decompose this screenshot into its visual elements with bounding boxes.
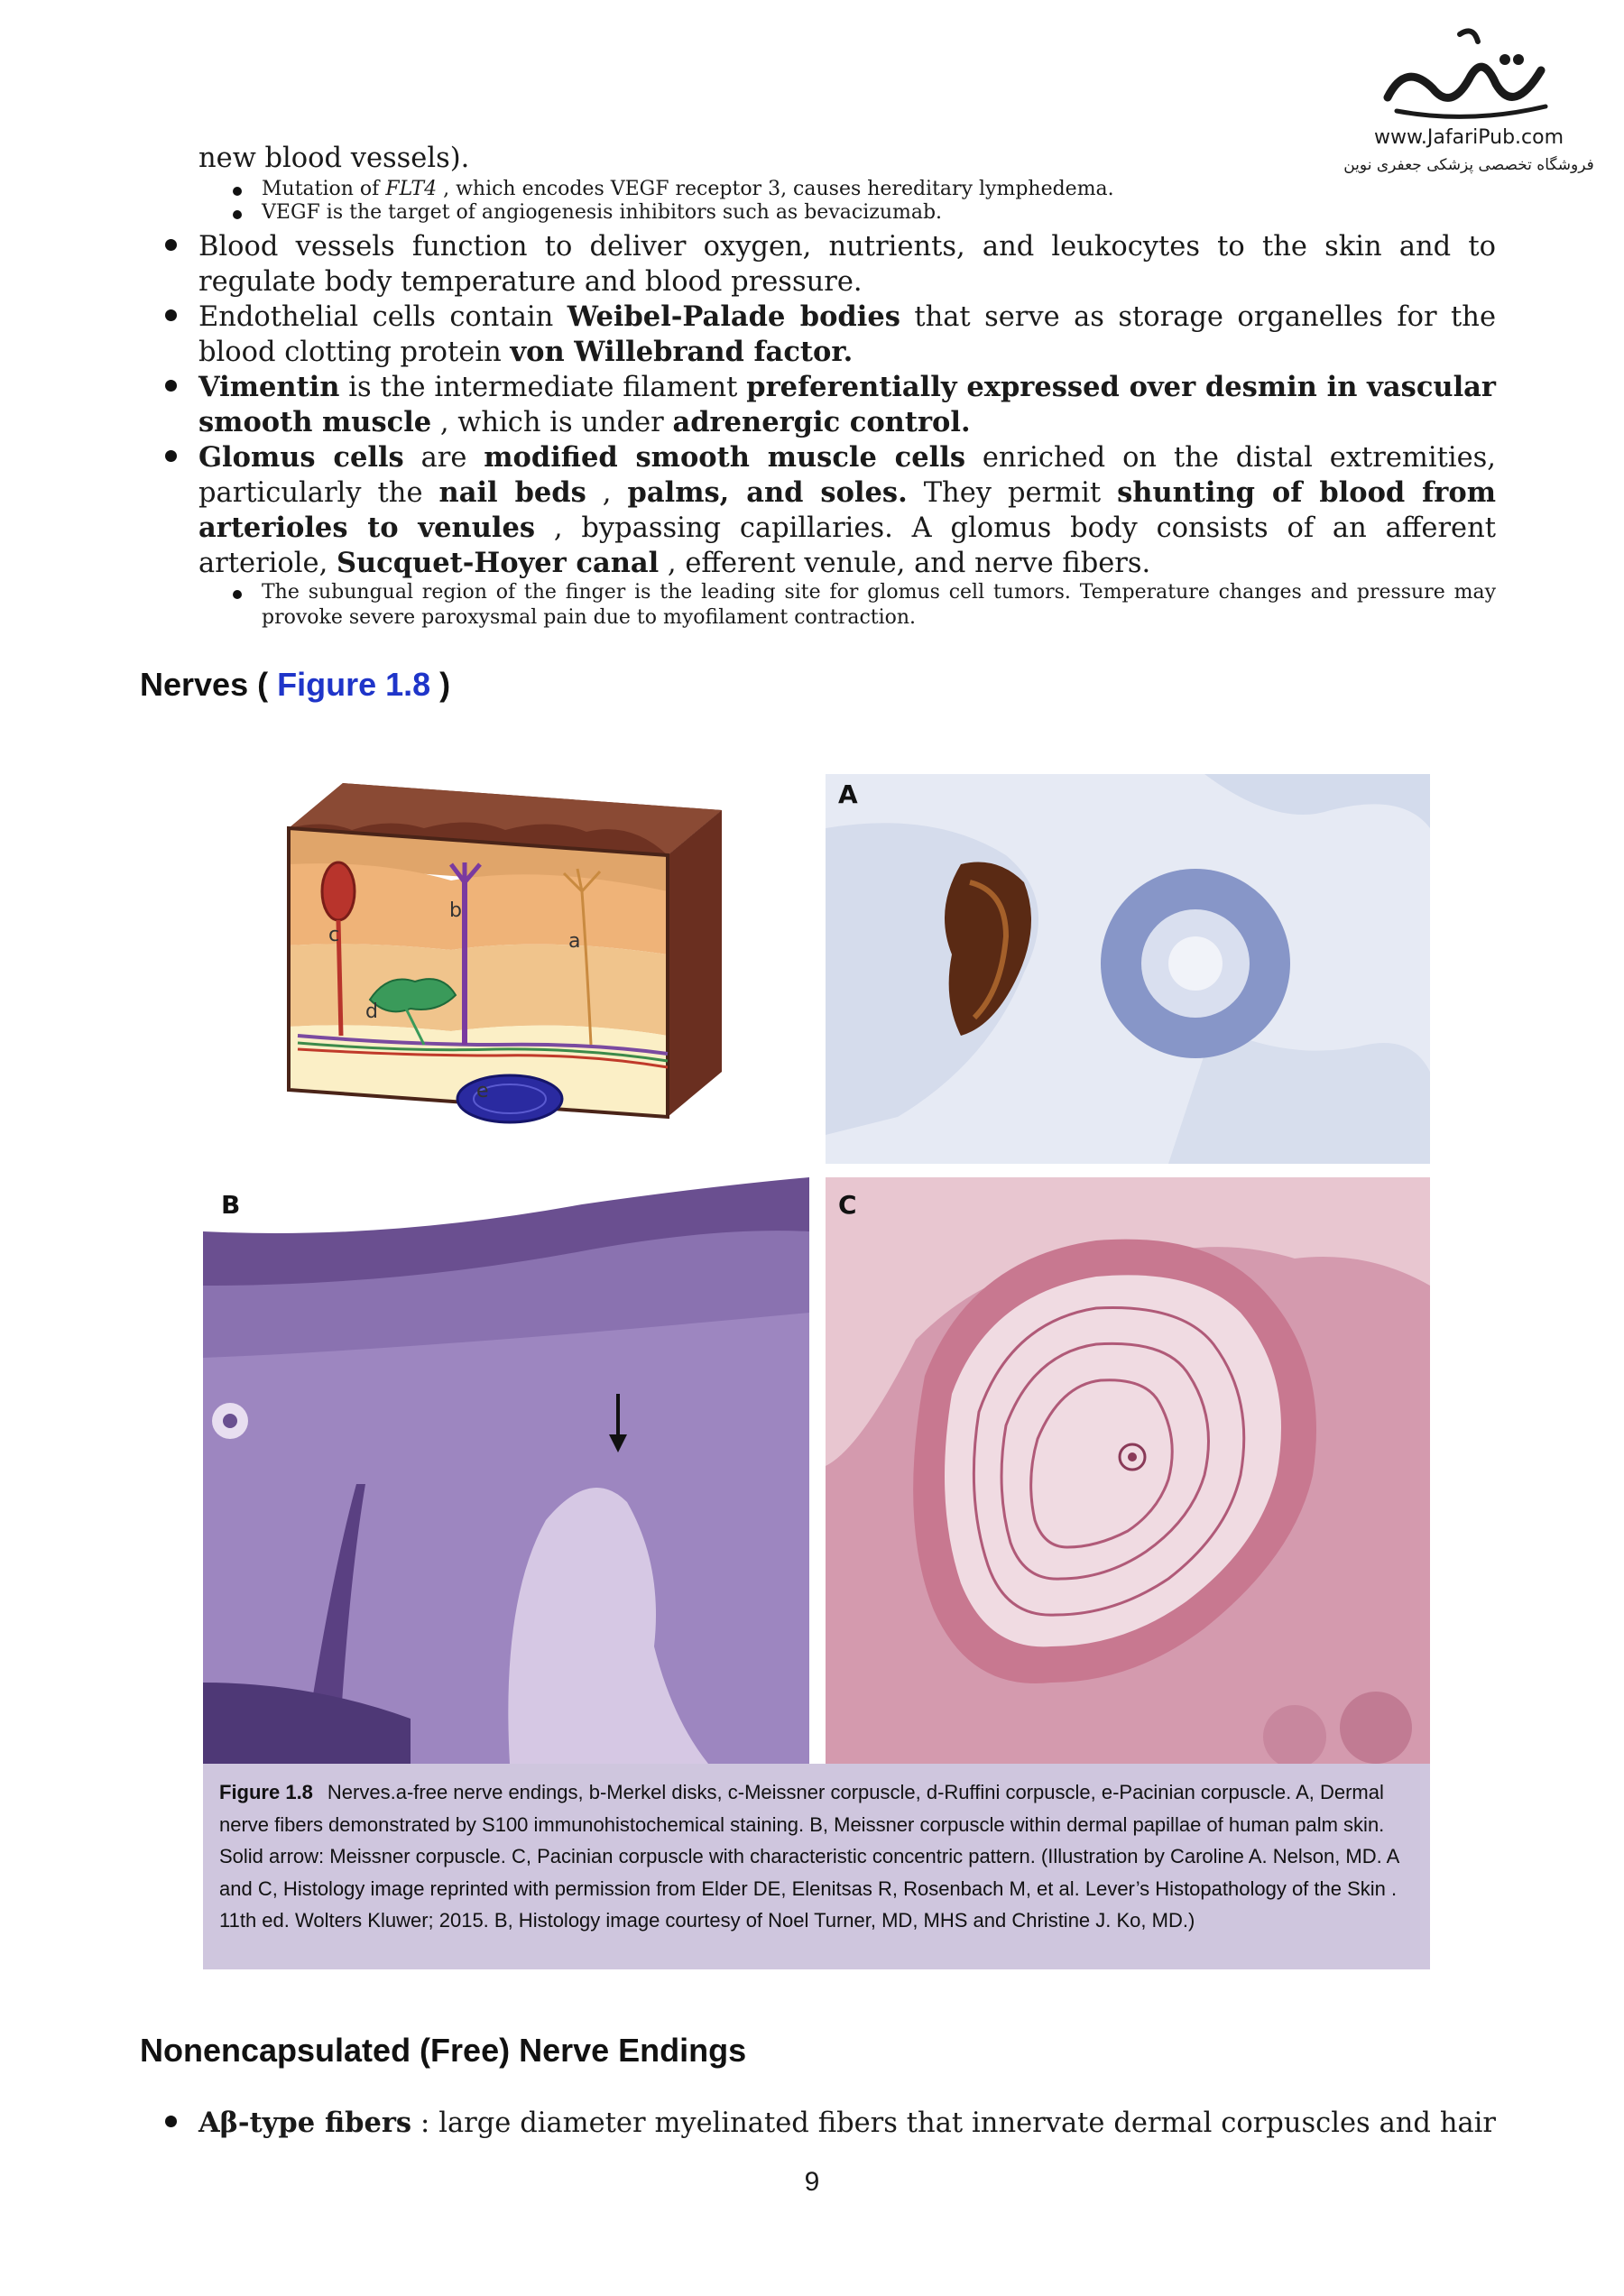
sub-bullet-flt4: Mutation of FLT4 , which encodes VEGF receptor 3, causes hereditary lymphedema. <box>262 178 1114 200</box>
sub-bullet-vegf: VEGF is the target of angiogenesis inhibitors such as bevacizumab. <box>262 201 943 224</box>
bullet-glomus: Glomus cells are modified smooth muscle cells enriched on the distal extremities, particularly the nail beds , palms, and soles. They permit shunting of blood from arterioles to venules , bypassing capillaries. A glomus body consists of an afferent arteriole, Sucquet-Hoyer canal , efferent venule, and nerve fibers. <box>198 441 1496 579</box>
panel-letter-c: C <box>838 1190 857 1220</box>
sub-bullet-marker <box>233 210 242 219</box>
figure-link[interactable]: Figure 1.8 <box>277 666 431 703</box>
figure-caption <box>219 1776 1419 1937</box>
histology-panel-c <box>826 1177 1430 1764</box>
diagram-label-d: d <box>365 1000 378 1023</box>
figure-caption-box <box>203 1764 1430 1969</box>
bullet-blood-vessels: Blood vessels function to deliver oxygen, nutrients, and leukocytes to the skin and to regulate body temperature and blood pressure. <box>198 231 1496 298</box>
bullet-vimentin: Vimentin is the intermediate filament preferentially expressed over desmin in vascular smooth muscle , which is under adrenergic control. <box>198 371 1497 438</box>
diagram-label-e: e <box>476 1080 489 1102</box>
sub-bullet-marker <box>233 590 242 599</box>
panel-letter-b: B <box>221 1190 241 1220</box>
diagram-label-b: b <box>449 899 462 922</box>
publisher-logo <box>1333 25 1604 188</box>
diagram-label-a: a <box>568 930 581 953</box>
bullet-abeta-fibers: Aβ-type fibers : large diameter myelinated fibers that innervate dermal corpuscles and hair <box>198 2107 1496 2139</box>
bullet-marker <box>165 2116 177 2127</box>
diagram-label-c: c <box>328 924 340 946</box>
bullet-marker <box>165 309 177 321</box>
bullet-marker <box>165 239 177 251</box>
nerve-endings-diagram <box>271 774 740 1162</box>
continuation-text: new blood vessels). <box>198 143 470 174</box>
sub-bullet-subungual: The subungual region of the finger is the leading site for glomus cell tumors. Temperature changes and pressure may provoke severe paroxysmal pain due to myofilament contraction. <box>262 581 1496 629</box>
section-heading-nerves: Nerves ( Figure 1.8 ) <box>140 666 451 703</box>
bullet-marker <box>165 380 177 392</box>
histology-panel-b <box>203 1177 809 1764</box>
calligraphy-logo-icon <box>1370 25 1568 126</box>
sub-bullet-marker <box>233 187 242 196</box>
histology-panel-a <box>826 774 1430 1164</box>
bullet-marker <box>165 450 177 462</box>
caption-figure-number: Figure 1.8 <box>219 1781 313 1803</box>
section-heading-nonencapsulated: Nonencapsulated (Free) Nerve Endings <box>140 2032 747 2069</box>
logo-subtitle: فروشگاه تخصصی پزشکی جعفری نوین <box>1343 156 1594 174</box>
logo-url: www.JafariPub.com <box>1373 126 1564 149</box>
page-number: 9 <box>804 2167 820 2197</box>
caption-text: Nerves.a-free nerve endings, b-Merkel disks, c-Meissner corpuscle, d-Ruffini corpuscle, e-Pacinian corpuscle. A, Dermal nerve fibers demonstrated by S100 immunohistochemical staining. B, Meissner corpuscle within dermal papillae of human palm skin. Solid arrow: Meissner corpuscle. C, Pacinian corpuscle with characteristic concentric pattern. (Illustration by Caroline A. Nelson, MD. A and C, Histology image reprinted with permission from Elder DE, Elenitsas R, Rosenbach M, et al. Lever’s Histopathology of the Skin . 11th ed. Wolters Kluwer; 2015. B, Histology image courtesy of Noel Turner, MD, MHS and Christine J. Ko, MD.) <box>219 1781 1399 1932</box>
panel-letter-a: A <box>838 779 858 809</box>
bullet-endothelial: Endothelial cells contain Weibel-Palade bodies that serve as storage organelles for the blood clotting protein von Willebrand factor. <box>198 300 1496 368</box>
